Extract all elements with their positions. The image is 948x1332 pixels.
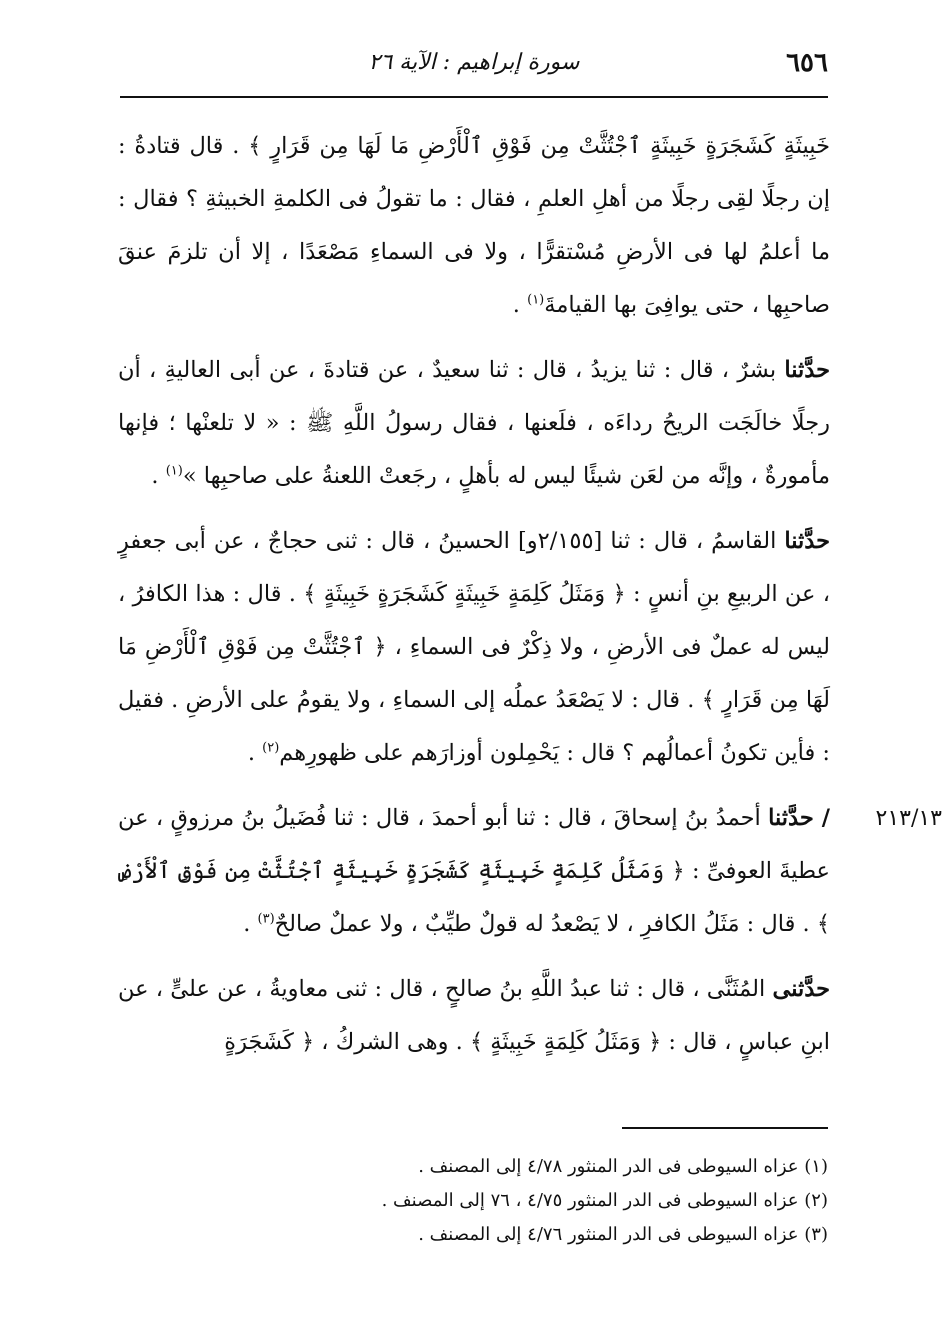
paragraph-end: .: [243, 911, 258, 937]
footnote-divider: [622, 1127, 828, 1129]
running-title: سورة إبراهيم : الآية ٢٦: [368, 50, 580, 75]
footnote: (٢) عزاه السيوطى فى الدر المنثور ٤/٧٥ ، ٧٦ إلى المصنف .: [381, 1190, 828, 1211]
paragraph: [118, 515, 830, 780]
paragraph-text: المُثَنَّى ، قال : ثنا عبدُ اللَّهِ بنُ صالحٍ ، قال : ثنى معاويةُ ، عن علىٍّ ، عن ابنِ عباسٍ ، قال :: [118, 976, 830, 1055]
paragraph-end: .: [151, 463, 166, 489]
paragraph: [118, 792, 942, 951]
paragraph-text: . قال : مَثَلُ الكافرِ ، لا يَصْعدُ له قولٌ طيِّبٌ ، ولا عملٌ صالحٌ: [274, 911, 817, 937]
paragraph-text: . قال : لا يَصْعَدُ عملُه إلى السماءِ ، ولا يقومُ على الأرضِ . فقيل : فأين تكونُ أعمالُهم ؟ قال : يَحْمِلون أوزارَهم على ظهورِهم: [118, 687, 830, 766]
quran-quote: ﴿ وَمَثَلُ كَلِمَةٍ خَبِيثَةٍ ﴾: [469, 1029, 662, 1055]
footnote: (٣) عزاه السيوطى فى الدر المنثور ٤/٧٦ إلى المصنف .: [418, 1224, 828, 1245]
footnote-ref: (٣): [257, 911, 275, 927]
paragraph-text: . قال قتادةُ : إن رجلًا لقِى رجلًا من أهلِ العلمِ ، فقال : ما تقولُ فى الكلمةِ الخبيثةِ ؟ فقال : ما أعلمُ لها فى الأرضِ مُسْتقرًّا ، ولا فى السماءِ مَصْعَدًا ، إلا أن تلزمَ عنقَ صاحبِها ، حتى يوافِىَ بها القيامةَ: [118, 133, 830, 318]
paragraph-end: .: [247, 740, 263, 766]
quran-quote: ﴿ كَشَجَرَةٍ: [224, 1029, 315, 1055]
main-text: [118, 120, 942, 1081]
page-number: ٦٥٦: [786, 48, 828, 78]
paragraph: [118, 963, 830, 1069]
footnote-ref: (٢): [262, 740, 280, 756]
quran-quote: خَبِيثَةٍ كَشَجَرَةٍ خَبِيثَةٍ ٱجْتُثَّتْ مِن فَوْقِ ٱلْأَرْضِ مَا لَهَا مِن قَرَارٍ ﴾: [248, 133, 831, 159]
quran-quote: ﴿ وَمَثَلُ كَلِمَةٍ خَبِيثَةٍ كَشَجَرَةٍ خَبِيثَةٍ ٱجْتُثَّتْ مِن فَوْقِ ٱلْأَرْضِ ﴾: [118, 858, 830, 937]
hadith-lead: حدَّثنا: [784, 357, 830, 383]
footnote-ref: (١): [527, 292, 545, 308]
paragraph: [118, 120, 830, 332]
hadith-lead: حدَّثنا: [784, 528, 830, 554]
paragraph: [118, 344, 830, 503]
margin-reference: ٢١٣/١٣: [875, 806, 942, 831]
hadith-lead: / حدَّثنا: [768, 805, 830, 831]
paragraph-text: . وهى الشركُ ،: [314, 1029, 470, 1055]
hadith-lead: حدَّثنى: [772, 976, 830, 1002]
page-header: [120, 38, 828, 98]
paragraph-text: أحمدُ بنُ إسحاقَ ، قال : ثنا أبو أحمدَ ، قال : ثنا فُضَيلُ بنُ مرزوقٍ ، عن عطيةَ العوفىِّ :: [118, 805, 830, 884]
paragraph-end: .: [512, 292, 528, 318]
footnotes: [120, 1150, 828, 1252]
footnote-ref: (١): [165, 463, 183, 479]
quran-quote: ﴿ ٱجْتُثَّتْ مِن فَوْقِ ٱلْأَرْضِ مَا لَهَا مِن قَرَارٍ ﴾: [118, 634, 830, 713]
paragraph-text: القاسمُ ، قال : ثنا [٢/١٥٥و] الحسينُ ، قال : ثنى حجاجٌ ، عن أبى جعفرٍ ، عن الربيعِ بنِ أنسٍ :: [118, 528, 830, 607]
paragraph-text: . قال : هذا الكافرُ ، ليس له عملٌ فى الأرضِ ، ولا ذِكْرٌ فى السماءِ ،: [118, 581, 830, 660]
footnote: (١) عزاه السيوطى فى الدر المنثور ٤/٧٨ إلى المصنف .: [418, 1156, 828, 1177]
quran-quote: ﴿ وَمَثَلُ كَلِمَةٍ خَبِيثَةٍ كَشَجَرَةٍ خَبِيثَةٍ ﴾: [303, 581, 626, 607]
paragraph-text: بشرٌ ، قال : ثنا يزيدُ ، قال : ثنا سعيدٌ ، عن قتادةَ ، عن أبى العاليةِ ، أن رجلًا خالَجَت الريحُ رداءَه ، فلَعنها ، فقال رسولُ اللَّهِ ﷺ : « لا تلعنْها ؛ فإنها مأمورةٌ ، وإنَّه من لعَن شيئًا ليس له بأهلٍ ، رجَعتْ اللعنةُ على صاحبِها »: [118, 357, 830, 489]
